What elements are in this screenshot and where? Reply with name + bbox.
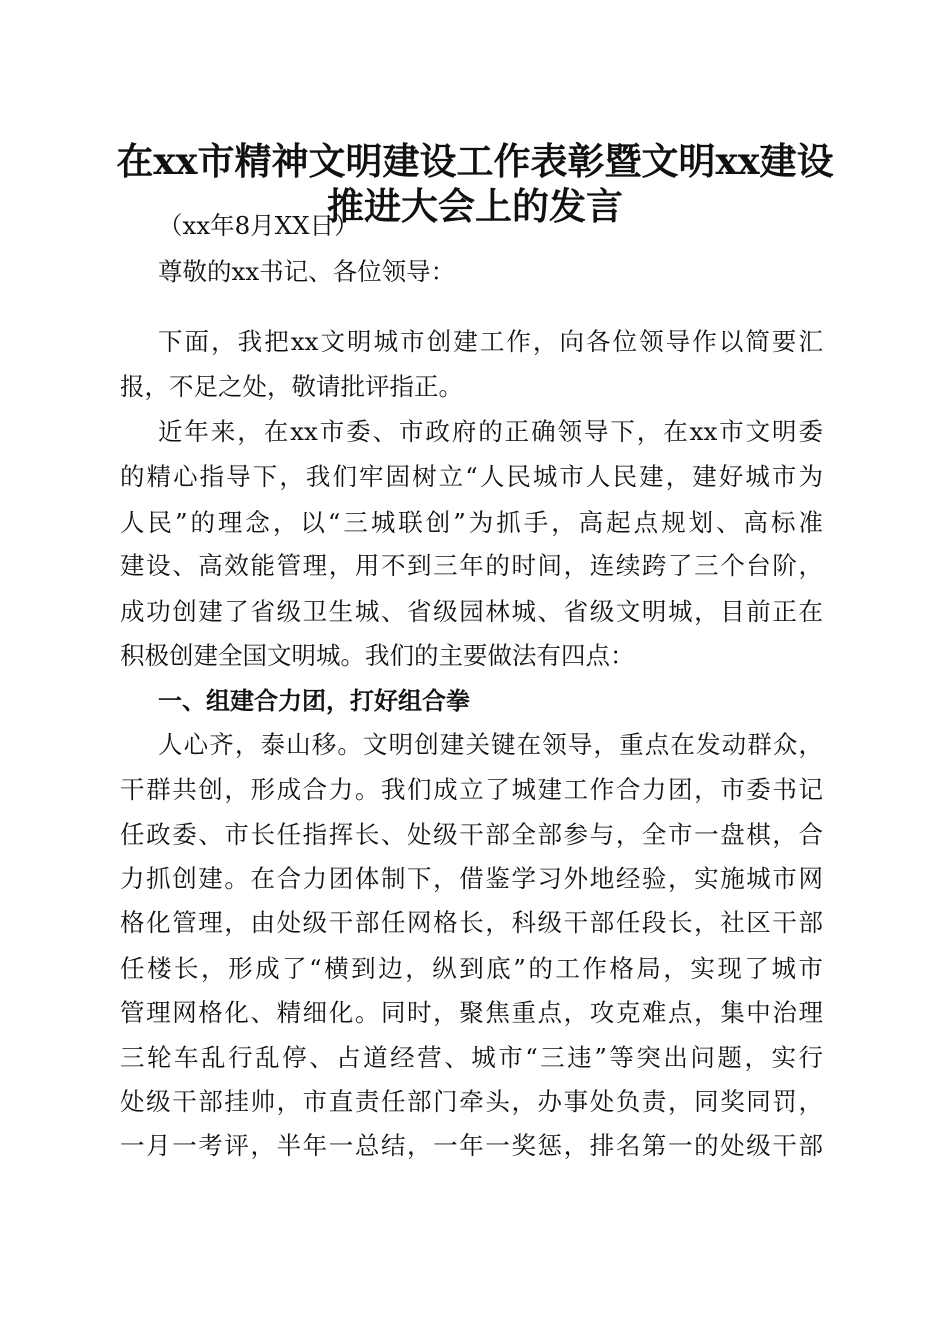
paragraph-2-line-6: 积极创建全国文明城。我们的主要做法有四点： bbox=[120, 641, 635, 670]
paragraph-3-line-9: 处级干部挂帅，市直责任部门牵头，办事处负责，同奖同罚， bbox=[120, 1087, 823, 1116]
paragraph-3-line-8: 三轮车乱行乱停、占道经营、城市“三违”等突出问题，实行 bbox=[120, 1043, 823, 1072]
paragraph-2-line-5: 成功创建了省级卫生城、省级园林城、省级文明城，目前正在 bbox=[120, 597, 823, 626]
paragraph-1-line-1: 下面，我把xx文明城市创建工作，向各位领导作以简要汇 bbox=[158, 327, 823, 356]
paragraph-3-line-6: 任楼长，形成了“横到边，纵到底”的工作格局，实现了城市 bbox=[120, 954, 823, 983]
paragraph-2-line-4: 建设、高效能管理，用不到三年的时间，连续跨了三个台阶， bbox=[120, 551, 823, 580]
paragraph-2-line-3: 人民”的理念，以“三城联创”为抓手，高起点规划、高标准 bbox=[120, 508, 823, 537]
paragraph-2-line-2: 的精心指导下，我们牢固树立“人民城市人民建，建好城市为 bbox=[120, 462, 823, 491]
paragraph-3-line-2: 干群共创，形成合力。我们成立了城建工作合力团，市委书记 bbox=[120, 775, 823, 804]
paragraph-3-line-4: 力抓创建。在合力团体制下，借鉴学习外地经验，实施城市网 bbox=[120, 864, 823, 893]
title-line-2: 推进大会上的发言 bbox=[327, 184, 623, 228]
paragraph-2-line-1: 近年来，在xx市委、市政府的正确领导下，在xx市文明委 bbox=[158, 417, 823, 446]
title-line-1: 在xx市精神文明建设工作表彰暨文明xx建设 bbox=[116, 139, 834, 183]
date-line: （xx年8月XX日） bbox=[158, 211, 359, 240]
paragraph-3-line-1: 人心齐，泰山移。文明创建关键在领导，重点在发动群众， bbox=[158, 730, 823, 759]
paragraph-3-line-5: 格化管理，由处级干部任网格长，科级干部任段长，社区干部 bbox=[120, 908, 823, 937]
paragraph-3-line-7: 管理网格化、精细化。同时，聚焦重点，攻克难点，集中治理 bbox=[120, 998, 823, 1027]
paragraph-1-line-2: 报，不足之处，敬请批评指正。 bbox=[120, 372, 463, 401]
paragraph-3-line-10: 一月一考评，半年一总结，一年一奖惩，排名第一的处级干部 bbox=[120, 1131, 823, 1160]
section-1-heading: 一、组建合力团，打好组合拳 bbox=[158, 687, 470, 715]
paragraph-3-line-3: 任政委、市长任指挥长、处级干部全部参与，全市一盘棋，合 bbox=[120, 820, 823, 849]
salutation: 尊敬的xx书记、各位领导： bbox=[158, 257, 456, 286]
